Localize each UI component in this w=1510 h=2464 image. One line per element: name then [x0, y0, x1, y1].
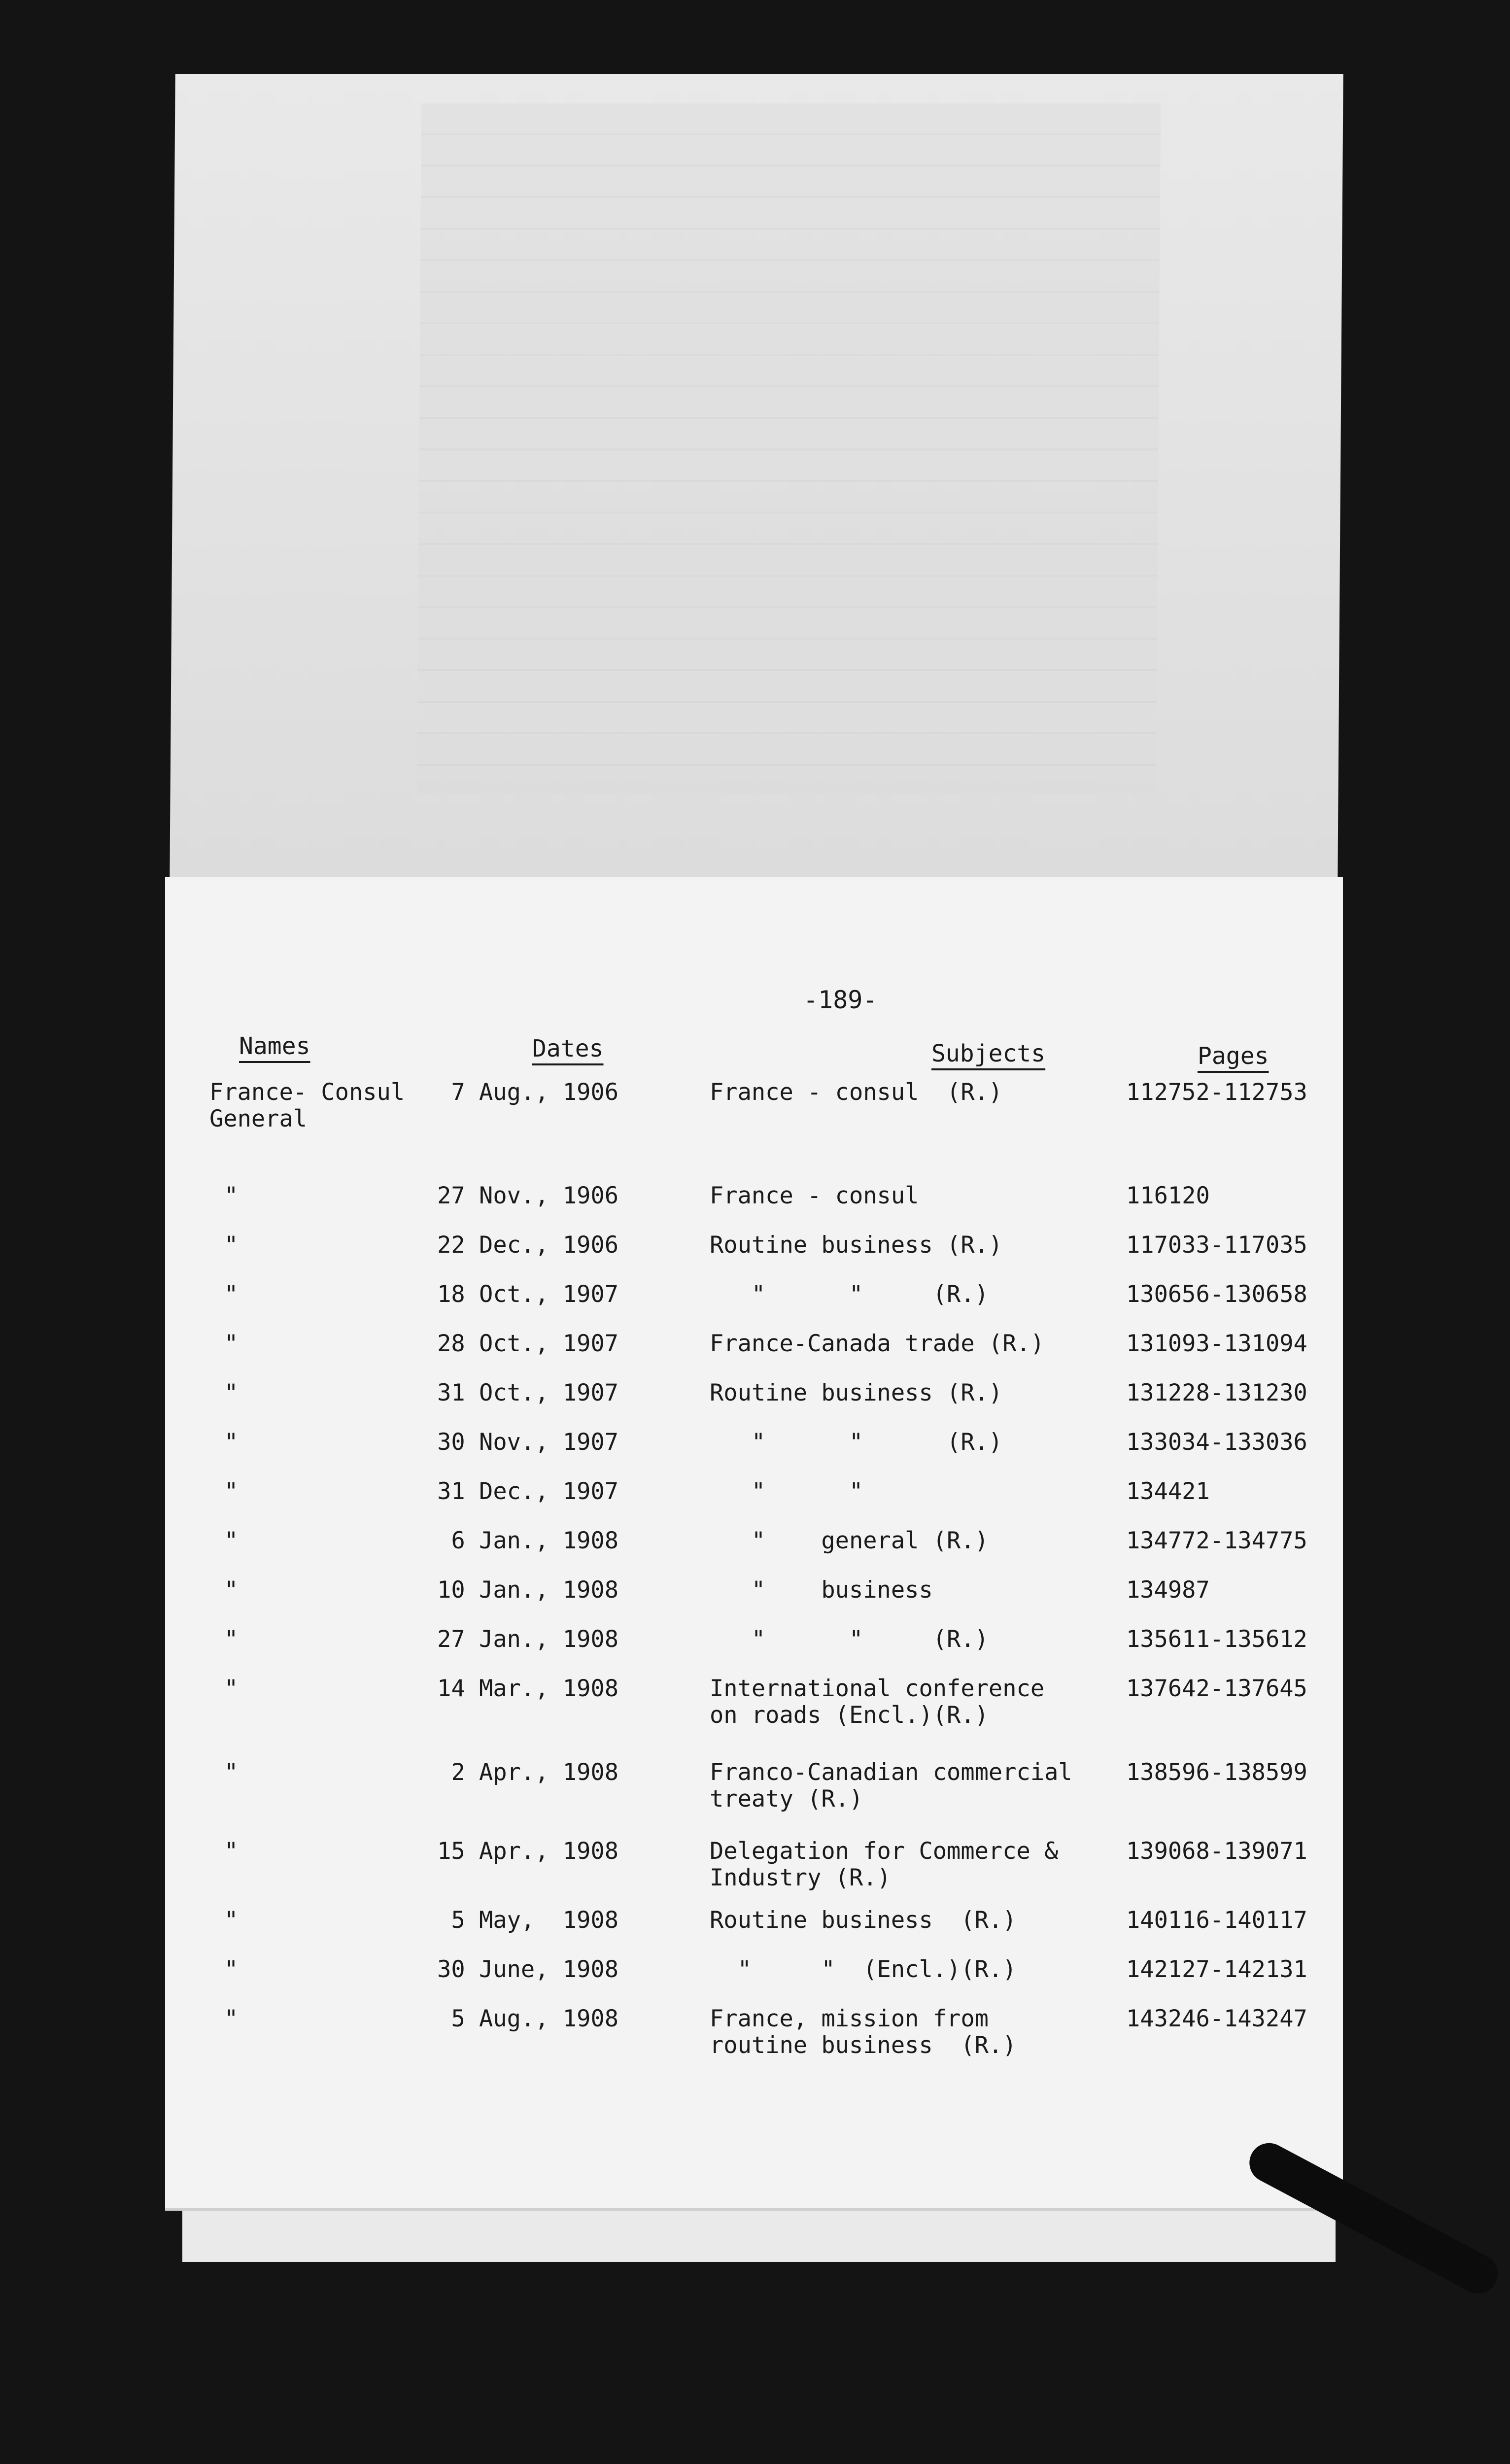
entry-pages: 117033-117035 — [1126, 1232, 1307, 1259]
entry-date: 2 Apr., 1908 — [451, 1759, 618, 1786]
entry-date: 5 May, 1908 — [451, 1907, 618, 1934]
entry-pages: 142127-142131 — [1126, 1956, 1307, 1983]
index-page — [165, 877, 1343, 2211]
entry-date: 31 Dec., 1907 — [437, 1478, 618, 1505]
entry-name: France- Consul General — [209, 1079, 405, 1132]
page-number: -189- — [803, 986, 878, 1014]
entry-name: " — [224, 1379, 239, 1406]
entry-pages: 116120 — [1126, 1182, 1210, 1209]
entry-name: " — [224, 1429, 239, 1456]
entry-date: 31 Oct., 1907 — [437, 1379, 618, 1406]
entry-date: 6 Jan., 1908 — [451, 1527, 618, 1554]
faded-print — [417, 103, 1161, 793]
entry-name: " — [224, 1759, 239, 1786]
entry-pages: 131228-131230 — [1126, 1379, 1307, 1406]
entry-name: " — [224, 1478, 239, 1505]
entry-subject: Routine business (R.) — [710, 1907, 1017, 1934]
entry-date: 30 Nov., 1907 — [437, 1429, 618, 1456]
entry-date: 27 Jan., 1908 — [437, 1626, 618, 1653]
entry-date: 7 Aug., 1906 — [451, 1079, 618, 1106]
entry-date: 10 Jan., 1908 — [437, 1576, 618, 1604]
entry-pages: 131093-131094 — [1126, 1330, 1307, 1357]
entry-name: " — [224, 1527, 239, 1554]
entry-date: 22 Dec., 1906 — [437, 1232, 618, 1259]
entry-name: " — [224, 1330, 239, 1357]
entry-date: 30 June, 1908 — [437, 1956, 618, 1983]
entry-name: " — [224, 1626, 239, 1653]
entry-subject: " " (R.) — [710, 1429, 1003, 1456]
entry-name: " — [224, 2005, 239, 2032]
entry-name: " — [224, 1576, 239, 1604]
entry-subject: France - consul — [710, 1182, 919, 1209]
header-subjects: Subjects — [931, 1040, 1046, 1067]
entry-subject: " general (R.) — [710, 1527, 989, 1554]
entry-subject: Routine business (R.) — [710, 1232, 1003, 1259]
entry-date: 14 Mar., 1908 — [437, 1675, 618, 1702]
entry-subject: " business — [710, 1576, 933, 1604]
entry-date: 27 Nov., 1906 — [437, 1182, 618, 1209]
entry-date: 15 Apr., 1908 — [437, 1838, 618, 1865]
entry-subject: " " — [710, 1478, 863, 1505]
entry-name: " — [224, 1675, 239, 1702]
entry-subject: Routine business (R.) — [710, 1379, 1003, 1406]
entry-pages: 143246-143247 — [1126, 2005, 1307, 2032]
entry-pages: 140116-140117 — [1126, 1907, 1307, 1934]
entry-name: " — [224, 1838, 239, 1865]
entry-name: " — [224, 1956, 239, 1983]
header-names: Names — [239, 1032, 310, 1060]
entry-subject: France, mission from routine business (R.) — [710, 2005, 1017, 2059]
entry-date: 5 Aug., 1908 — [451, 2005, 618, 2032]
entry-pages: 112752-112753 — [1126, 1079, 1307, 1106]
previous-page-showthrough — [170, 74, 1343, 882]
entry-pages: 137642-137645 — [1126, 1675, 1307, 1702]
entry-date: 28 Oct., 1907 — [437, 1330, 618, 1357]
entry-subject: " " (Encl.)(R.) — [710, 1956, 1017, 1983]
entry-pages: 134772-134775 — [1126, 1527, 1307, 1554]
entry-name: " — [224, 1232, 239, 1259]
entry-pages: 134421 — [1126, 1478, 1210, 1505]
entry-subject: International conference on roads (Encl.)(R.) — [710, 1675, 1045, 1729]
entry-pages: 138596-138599 — [1126, 1759, 1307, 1786]
entry-pages: 133034-133036 — [1126, 1429, 1307, 1456]
entry-date: 18 Oct., 1907 — [437, 1281, 618, 1308]
entry-name: " — [224, 1182, 239, 1209]
entry-name: " — [224, 1907, 239, 1934]
header-pages: Pages — [1198, 1042, 1269, 1070]
entry-pages: 135611-135612 — [1126, 1626, 1307, 1653]
entry-subject: France - consul (R.) — [710, 1079, 1003, 1106]
entry-subject: " " (R.) — [710, 1281, 989, 1308]
entry-subject: France-Canada trade (R.) — [710, 1330, 1045, 1357]
entry-subject: Franco-Canadian commercial treaty (R.) — [710, 1759, 1072, 1813]
entry-pages: 130656-130658 — [1126, 1281, 1307, 1308]
entry-subject: Delegation for Commerce & Industry (R.) — [710, 1838, 1059, 1891]
entry-pages: 139068-139071 — [1126, 1838, 1307, 1865]
header-dates: Dates — [532, 1035, 604, 1062]
entry-pages: 134987 — [1126, 1576, 1210, 1604]
entry-subject: " " (R.) — [710, 1626, 989, 1653]
entry-name: " — [224, 1281, 239, 1308]
